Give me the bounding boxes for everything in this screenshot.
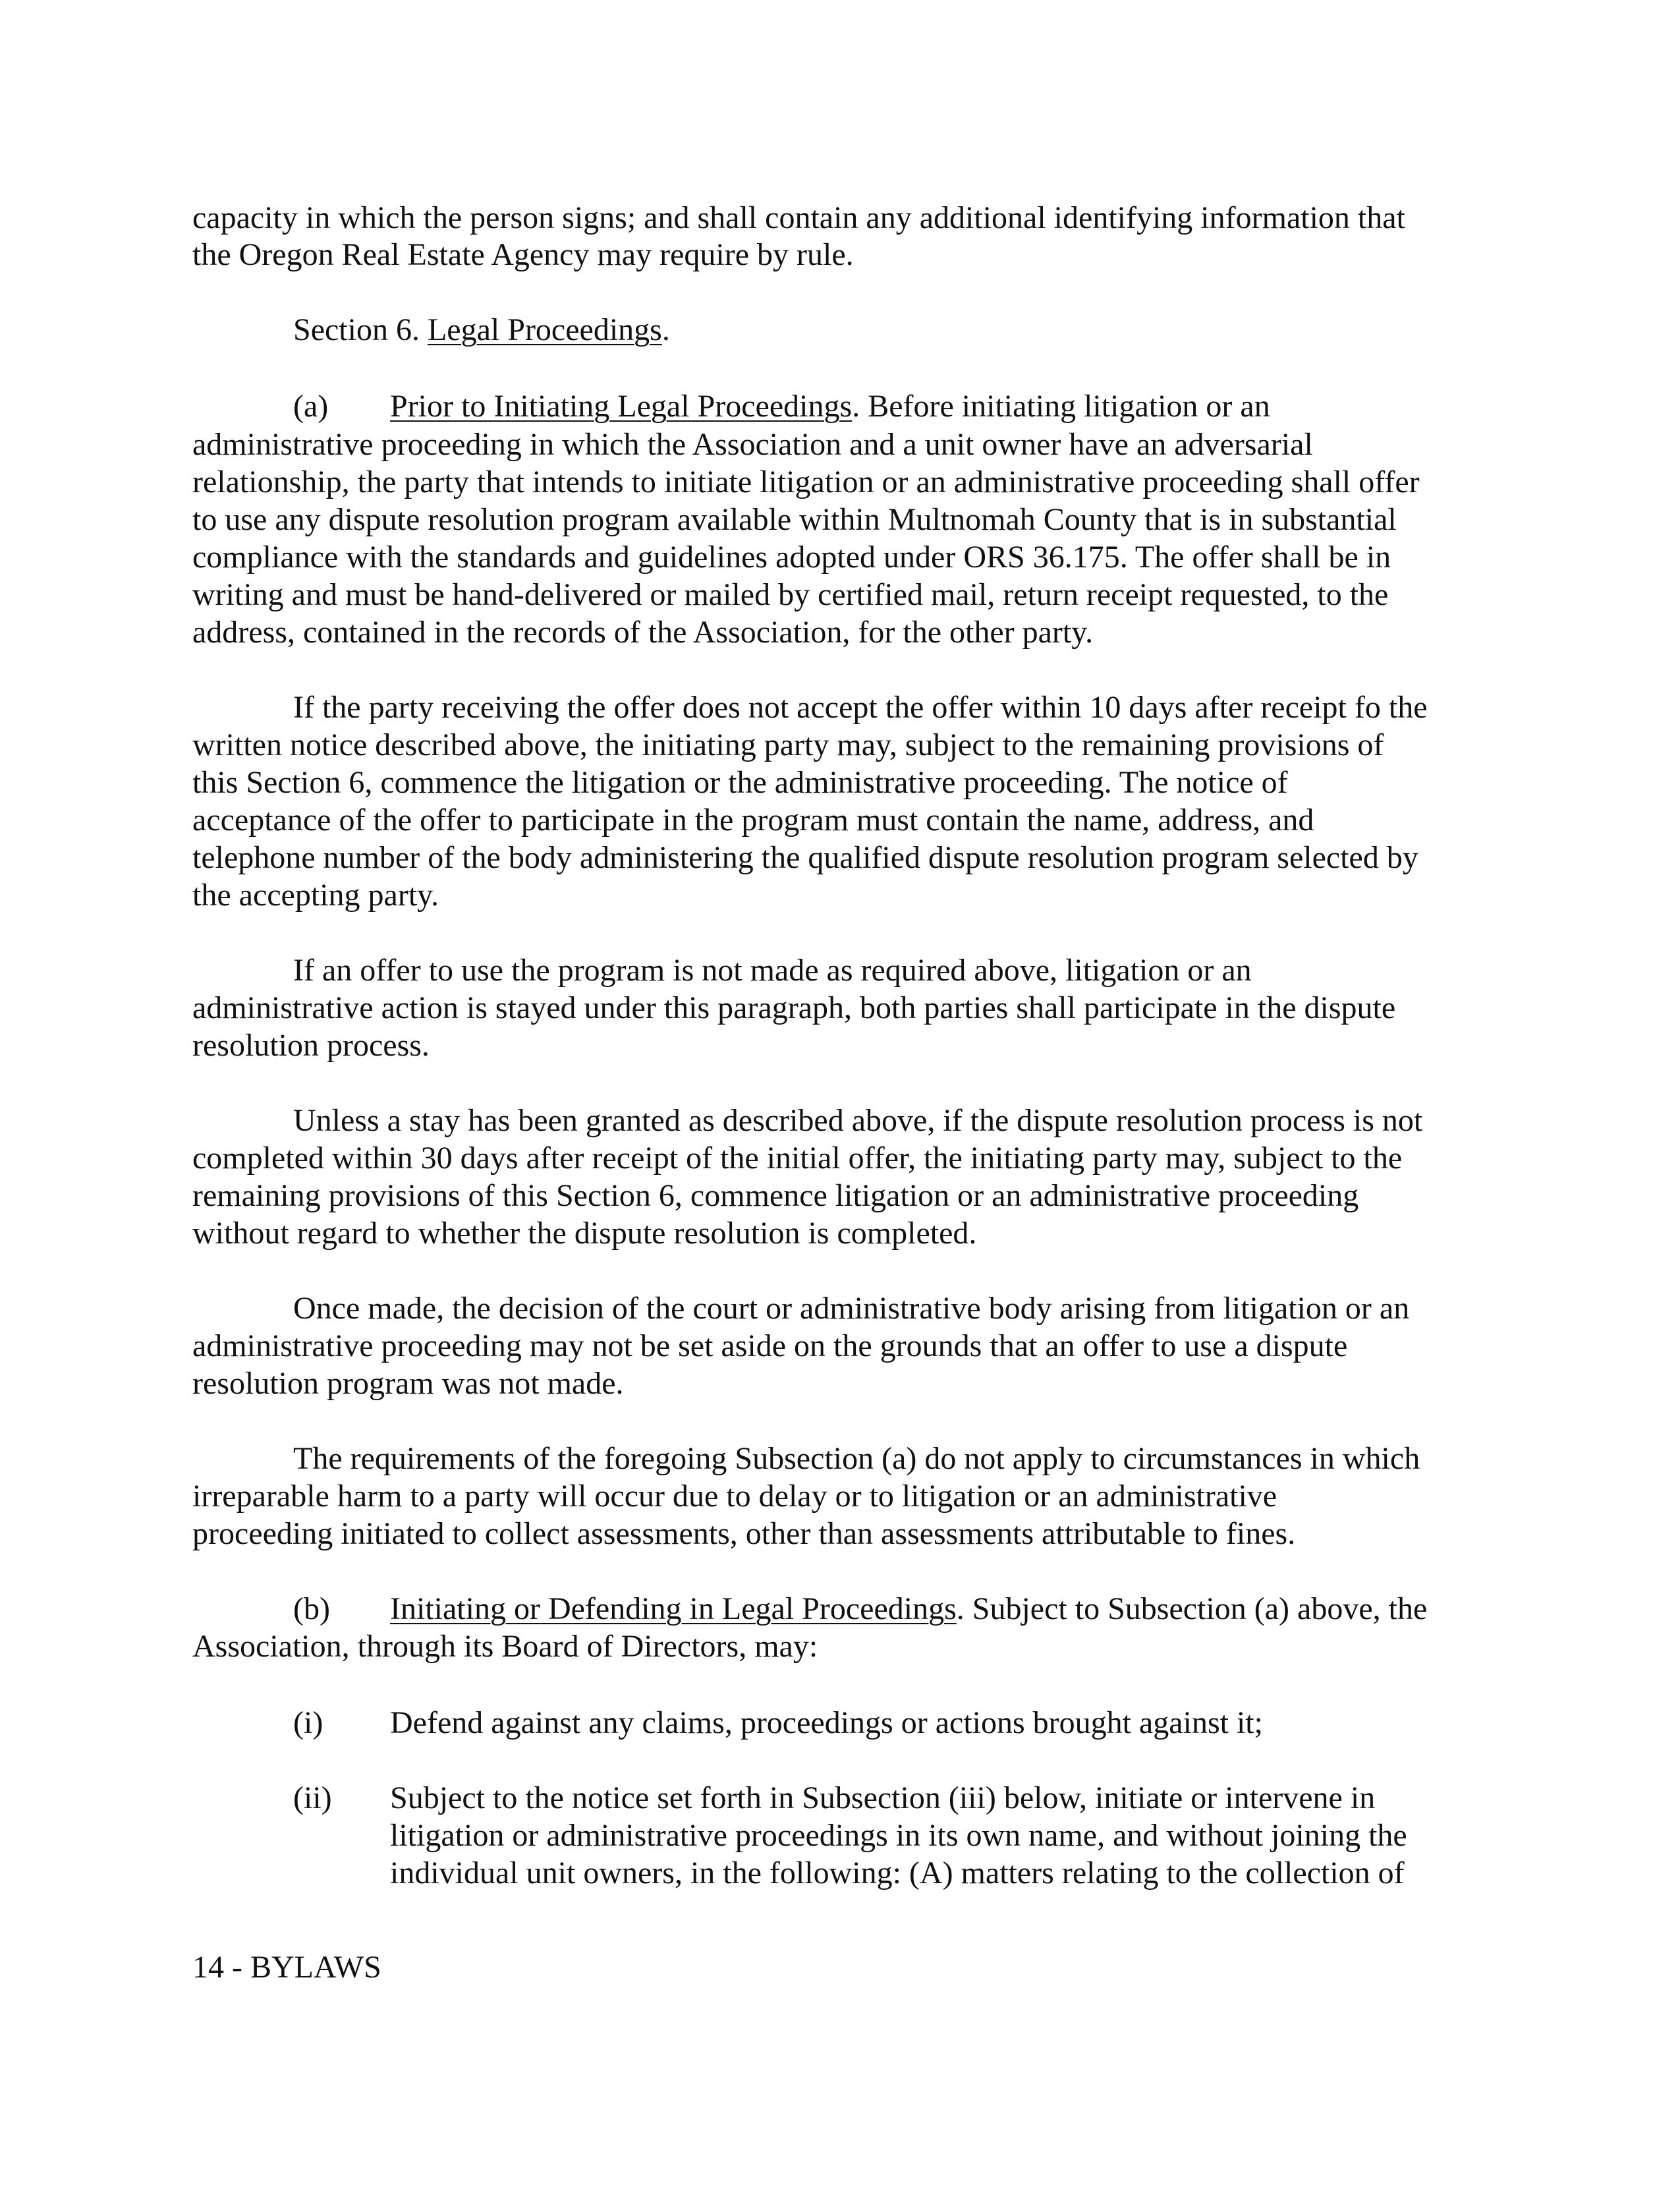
text-line: written notice described above, the initiating party may, subject to the remaining provisions of: [192, 727, 1384, 762]
subsection-a-first-line: [390, 387, 1270, 426]
text-line: without regard to whether the dispute resolution is completed.: [192, 1216, 977, 1251]
text-line: administrative proceeding in which the Association and a unit owner have an adversarial: [192, 427, 1313, 462]
text-line: acceptance of the offer to participate in the program must contain the name, address, and: [192, 803, 1314, 837]
text-line: administrative proceeding may not be set aside on the grounds that an offer to use a dispute: [192, 1328, 1348, 1363]
text-line: writing and must be hand-delivered or mailed by certified mail, return receipt requested, to the: [192, 577, 1389, 612]
item-ii-text-line: individual unit owners, in the following: (A) matters relating to the collection of: [390, 1856, 1405, 1890]
item-ii-text-line: Subject to the notice set forth in Subsection (iii) below, initiate or intervene in: [390, 1780, 1376, 1815]
text-line: resolution process.: [192, 1028, 430, 1063]
item-i-label: (i): [293, 1705, 323, 1740]
text-line: completed within 30 days after receipt of the initial offer, the initiating party may, subject to the: [192, 1141, 1403, 1176]
text-line: to use any dispute resolution program available within Multnomah County that is in substantial: [192, 502, 1397, 537]
text-line: irreparable harm to a party will occur due to delay or to litigation or an administrative: [192, 1479, 1277, 1514]
subsection-a-rest: . Before initiating litigation or an: [852, 389, 1270, 424]
text-line: relationship, the party that intends to initiate litigation or an administrative proceeding shall offer: [192, 465, 1420, 499]
subsection-b-label: (b): [293, 1591, 330, 1626]
text-line: the Oregon Real Estate Agency may require by rule.: [192, 237, 854, 272]
item-ii-text-line: litigation or administrative proceedings in its own name, and without joining the: [390, 1818, 1407, 1853]
section-number: Section 6.: [293, 312, 420, 347]
text-line: resolution program was not made.: [192, 1366, 624, 1401]
section-heading-period: .: [661, 312, 670, 347]
subsection-a-label: (a): [293, 389, 329, 424]
text-line: If the party receiving the offer does not accept the offer within 10 days after receipt fo the: [293, 690, 1428, 725]
page-footer: 14 - BYLAWS: [192, 1950, 381, 1985]
section-heading: [293, 311, 670, 349]
item-i-text: Defend against any claims, proceedings or actions brought against it;: [390, 1705, 1263, 1740]
text-line: proceeding initiated to collect assessments, other than assessments attributable to fines.: [192, 1516, 1296, 1551]
text-line: Once made, the decision of the court or administrative body arising from litigation or an: [293, 1291, 1410, 1326]
text-line: remaining provisions of this Section 6, commence litigation or an administrative proceeding: [192, 1178, 1359, 1213]
text-line: compliance with the standards and guidelines adopted under ORS 36.175. The offer shall be in: [192, 540, 1391, 575]
subsection-b-first-line: [390, 1590, 1427, 1628]
text-line: Unless a stay has been granted as described above, if the dispute resolution process is not: [293, 1103, 1423, 1138]
text-line: address, contained in the records of the Association, for the other party.: [192, 615, 1094, 650]
text-line: capacity in which the person signs; and shall contain any additional identifying information that: [192, 200, 1405, 235]
subsection-b-title: Initiating or Defending in Legal Proceedings: [390, 1591, 957, 1626]
subsection-b-rest: . Subject to Subsection (a) above, the: [956, 1591, 1428, 1626]
text-line: The requirements of the foregoing Subsection (a) do not apply to circumstances in which: [293, 1441, 1420, 1476]
text-line: If an offer to use the program is not made as required above, litigation or an: [293, 953, 1252, 988]
text-line: Association, through its Board of Directors, may:: [192, 1629, 818, 1664]
text-line: the accepting party.: [192, 878, 439, 913]
text-line: administrative action is stayed under this paragraph, both parties shall participate in the dispute: [192, 990, 1396, 1025]
item-ii-label: (ii): [293, 1780, 332, 1815]
text-line: this Section 6, commence the litigation or the administrative proceeding. The notice of: [192, 765, 1288, 800]
text-line: telephone number of the body administering the qualified dispute resolution program selected by: [192, 840, 1418, 875]
section-title: Legal Proceedings: [427, 312, 662, 347]
subsection-a-title: Prior to Initiating Legal Proceedings: [390, 389, 853, 424]
